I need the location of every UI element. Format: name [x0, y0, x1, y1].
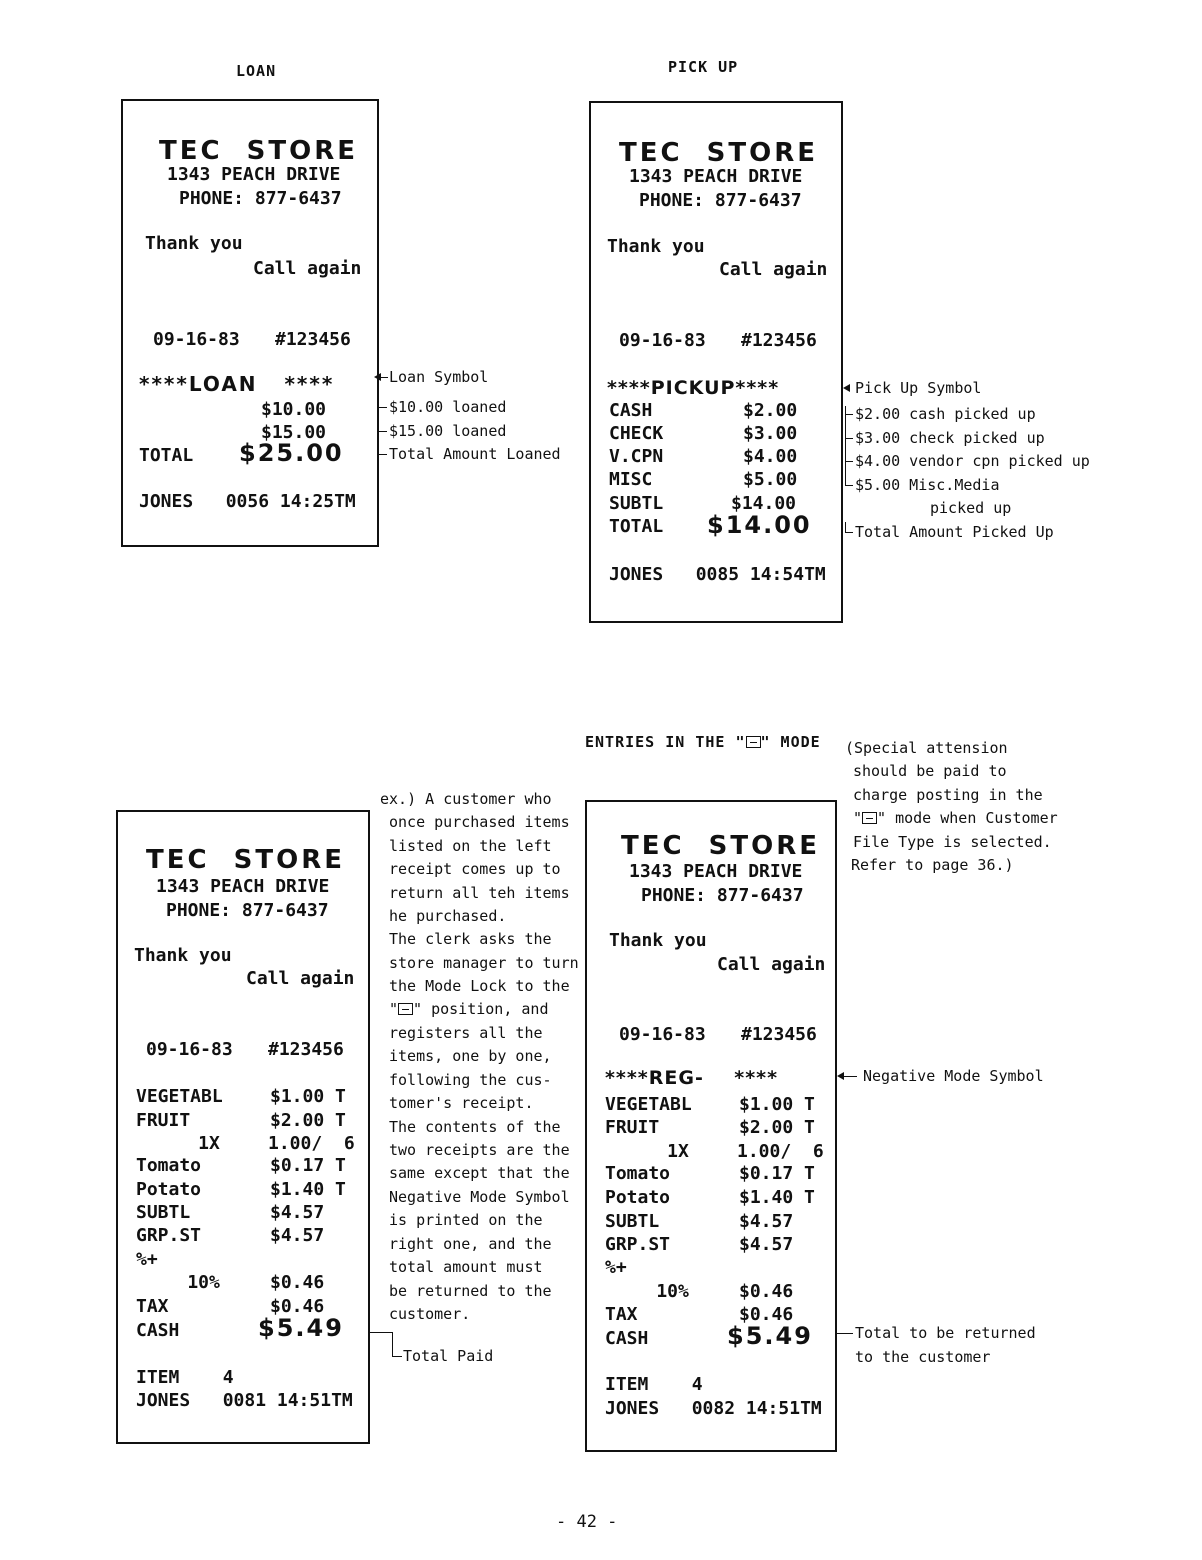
loan-amount-2: $15.00	[261, 422, 327, 443]
explanation-line: tomer's receipt.	[389, 1094, 534, 1112]
explanation-line: following the cus-	[389, 1071, 552, 1089]
leader-line	[392, 1332, 393, 1356]
leader-line	[845, 406, 846, 486]
total-label: TOTAL	[139, 445, 194, 466]
loan-total: $25.00	[239, 439, 344, 467]
leader-line	[845, 485, 853, 486]
store-phone: PHONE: 877-6437	[641, 885, 804, 906]
sale-row-label: 1X	[144, 1133, 220, 1154]
total-label: TOTAL	[609, 516, 664, 537]
loaned-10-note: $10.00 loaned	[389, 398, 507, 416]
negative-row-label: 1X	[613, 1141, 689, 1162]
explanation-line: items, one by one,	[389, 1047, 552, 1065]
negative-row-label: FRUIT	[605, 1117, 660, 1138]
cash-label: CASH	[136, 1320, 180, 1341]
pickup-heading: PICK UP	[668, 58, 739, 76]
sale-row-value: $4.57	[270, 1225, 325, 1246]
pickup-row-value: $4.00	[743, 446, 798, 467]
special-note-line: " " mode when Customer	[853, 809, 1058, 827]
negative-cash-total: $5.49	[727, 1322, 813, 1350]
explanation-line: once purchased items	[389, 813, 570, 831]
total-loaned-note: Total Amount Loaned	[389, 445, 561, 463]
receipt-footer: JONES 0082 14:51TM	[605, 1398, 822, 1419]
misc-picked-note-2: picked up	[930, 499, 1012, 517]
vendor-picked-note: $4.00 vendor cpn picked up	[855, 452, 1090, 470]
receipt-footer: JONES 0085 14:54TM	[609, 564, 826, 585]
store-name: TEC STORE	[146, 845, 346, 875]
store-phone: PHONE: 877-6437	[639, 190, 802, 211]
negative-mode-box-icon	[746, 736, 761, 748]
call-again-text: Call again	[246, 968, 355, 989]
explanation-line: Negative Mode Symbol	[389, 1188, 570, 1206]
sale-row-label: FRUIT	[136, 1110, 191, 1131]
store-name: TEC STORE	[621, 831, 821, 861]
explanation-line: registers all the	[389, 1024, 543, 1042]
explanation-line: The clerk asks the	[389, 930, 552, 948]
receipt-date: 09-16-83	[146, 1039, 233, 1060]
leader-line	[379, 454, 387, 455]
call-again-text: Call again	[719, 259, 828, 280]
negative-row-value: $2.00 T	[739, 1117, 815, 1138]
explanation-line: be returned to the	[389, 1282, 552, 1300]
negative-row-value: $4.57	[739, 1211, 794, 1232]
loaned-15-note: $15.00 loaned	[389, 422, 507, 440]
sale-row-value: $1.00 T	[270, 1086, 346, 1107]
thanks-text: Thank you	[145, 233, 243, 254]
pickup-symbol: ****PICKUP****	[607, 377, 780, 399]
special-note-line: (Special attension	[845, 739, 1008, 757]
negative-row-label: Potato	[605, 1187, 671, 1208]
special-note-line: should be paid to	[853, 762, 1007, 780]
negative-row-value: 1.00/ 6	[737, 1141, 824, 1162]
explanation-line: total amount must	[389, 1258, 543, 1276]
explanation-line: right one, and the	[389, 1235, 552, 1253]
loan-symbol-note: Loan Symbol	[389, 368, 489, 386]
arrow-icon	[843, 384, 850, 392]
sale-row-value: $1.40 T	[270, 1179, 346, 1200]
thanks-text: Thank you	[607, 236, 705, 257]
sale-row-label: Tomato	[136, 1155, 202, 1176]
negative-symbol-note: Negative Mode Symbol	[863, 1067, 1044, 1085]
explanation-line: he purchased.	[389, 907, 507, 925]
sale-row-label: 10%	[144, 1272, 220, 1293]
negative-row-value: $1.40 T	[739, 1187, 815, 1208]
pickup-symbol-note: Pick Up Symbol	[855, 379, 982, 397]
negative-row-label: GRP.ST	[605, 1234, 671, 1255]
sale-row-value: $0.46	[270, 1296, 325, 1317]
misc-picked-note: $5.00 Misc.Media	[855, 476, 1000, 494]
explanation-line: same except that the	[389, 1164, 570, 1182]
negative-row-value: $1.00 T	[739, 1094, 815, 1115]
store-address: 1343 PEACH DRIVE	[167, 164, 341, 185]
leader-line	[379, 431, 387, 432]
pickup-row-value: $14.00	[731, 493, 797, 514]
explanation-line: store manager to turn	[389, 954, 579, 972]
store-name: TEC STORE	[159, 136, 359, 166]
explanation-line: receipt comes up to	[389, 860, 561, 878]
leader-line	[845, 522, 846, 532]
receipt-footer: JONES 0056 14:25TM	[139, 491, 356, 512]
receipt-number: #123456	[741, 1024, 817, 1045]
store-phone: PHONE: 877-6437	[179, 188, 342, 209]
negative-row-label: 10%	[613, 1281, 689, 1302]
leader-line	[845, 414, 853, 415]
sale-row-label: TAX	[136, 1296, 169, 1317]
total-returned-note-2: to the customer	[855, 1348, 991, 1366]
sale-cash-total: $5.49	[258, 1314, 344, 1342]
pickup-row-label: CASH	[609, 400, 653, 421]
sale-row-value: 1.00/ 6	[268, 1133, 355, 1154]
leader-line	[845, 532, 853, 533]
sale-receipt	[116, 810, 370, 1444]
pickup-receipt	[589, 101, 843, 623]
loan-symbol: ****LOAN ****	[139, 372, 335, 396]
negative-row-label: %+	[605, 1257, 627, 1278]
special-note-line: Refer to page 36.)	[851, 856, 1014, 874]
receipt-number: #123456	[275, 329, 351, 350]
cash-label: CASH	[605, 1328, 649, 1349]
loan-heading: LOAN	[236, 62, 277, 80]
negative-row-value: $0.17 T	[739, 1163, 815, 1184]
receipt-footer: JONES 0081 14:51TM	[136, 1390, 353, 1411]
pickup-total: $14.00	[707, 511, 812, 539]
pickup-row-label: CHECK	[609, 423, 664, 444]
total-picked-note: Total Amount Picked Up	[855, 523, 1054, 541]
pickup-row-value: $5.00	[743, 469, 798, 490]
special-note-line: charge posting in the	[853, 786, 1043, 804]
store-address: 1343 PEACH DRIVE	[156, 876, 330, 897]
leader-line	[379, 407, 387, 408]
leader-line	[845, 461, 853, 462]
pickup-row-value: $2.00	[743, 400, 798, 421]
pickup-row-value: $3.00	[743, 423, 798, 444]
explanation-line: ex.) A customer who	[380, 790, 552, 808]
explanation-line: return all teh items	[389, 884, 570, 902]
sale-row-label: %+	[136, 1249, 158, 1270]
explanation-line: is printed on the	[389, 1211, 543, 1229]
negative-row-label: VEGETABL	[605, 1094, 692, 1115]
negative-row-label: SUBTL	[605, 1211, 660, 1232]
negative-row-label: Tomato	[605, 1163, 671, 1184]
sale-row-label: SUBTL	[136, 1202, 191, 1223]
negative-row-value: $0.46	[739, 1281, 794, 1302]
sale-row-label: Potato	[136, 1179, 202, 1200]
store-address: 1343 PEACH DRIVE	[629, 166, 803, 187]
negative-row-label: TAX	[605, 1304, 638, 1325]
sale-row-label: VEGETABL	[136, 1086, 223, 1107]
explanation-line: customer.	[389, 1305, 471, 1323]
receipt-number: #123456	[741, 330, 817, 351]
loan-receipt	[121, 99, 379, 547]
negative-row-value: $0.46	[739, 1304, 794, 1325]
special-note-line: File Type is selected.	[853, 833, 1052, 851]
explanation-line: the Mode Lock to the	[389, 977, 570, 995]
total-paid-note: Total Paid	[403, 1347, 494, 1365]
call-again-text: Call again	[717, 954, 826, 975]
receipt-date: 09-16-83	[153, 329, 240, 350]
explanation-line: " " position, and	[389, 1000, 549, 1018]
receipt-date: 09-16-83	[619, 330, 706, 351]
item-count: ITEM 4	[136, 1367, 234, 1388]
pickup-row-label: MISC	[609, 469, 653, 490]
pickup-row-label: V.CPN	[609, 446, 664, 467]
store-name: TEC STORE	[619, 138, 819, 168]
cash-picked-note: $2.00 cash picked up	[855, 405, 1036, 423]
explanation-line: two receipts are the	[389, 1141, 570, 1159]
leader-line	[837, 1333, 853, 1334]
leader-line	[370, 1332, 392, 1333]
entries-heading: ENTRIES IN THE " " MODE	[585, 733, 821, 751]
sale-row-value: $4.57	[270, 1202, 325, 1223]
leader-line	[843, 1076, 857, 1077]
store-address: 1343 PEACH DRIVE	[629, 861, 803, 882]
explanation-line: listed on the left	[389, 837, 552, 855]
leader-line	[845, 438, 853, 439]
check-picked-note: $3.00 check picked up	[855, 429, 1045, 447]
call-again-text: Call again	[253, 258, 362, 279]
negative-mode-receipt	[585, 800, 837, 1452]
receipt-date: 09-16-83	[619, 1024, 706, 1045]
thanks-text: Thank you	[609, 930, 707, 951]
leader-line	[380, 377, 388, 378]
store-phone: PHONE: 877-6437	[166, 900, 329, 921]
sale-row-value: $0.46	[270, 1272, 325, 1293]
item-count: ITEM 4	[605, 1374, 703, 1395]
thanks-text: Thank you	[134, 945, 232, 966]
page-number: - 42 -	[556, 1512, 618, 1532]
sale-row-value: $0.17 T	[270, 1155, 346, 1176]
loan-amount-1: $10.00	[261, 399, 327, 420]
leader-line	[392, 1356, 402, 1357]
receipt-number: #123456	[268, 1039, 344, 1060]
sale-row-value: $2.00 T	[270, 1110, 346, 1131]
explanation-line: The contents of the	[389, 1118, 561, 1136]
pickup-row-label: SUBTL	[609, 493, 664, 514]
negative-mode-box-icon	[398, 1003, 413, 1015]
total-returned-note: Total to be returned	[855, 1324, 1036, 1342]
negative-row-value: $4.57	[739, 1234, 794, 1255]
negative-mode-box-icon	[862, 812, 877, 824]
negative-mode-symbol: ****REG- ****	[605, 1067, 779, 1089]
sale-row-label: GRP.ST	[136, 1225, 202, 1246]
